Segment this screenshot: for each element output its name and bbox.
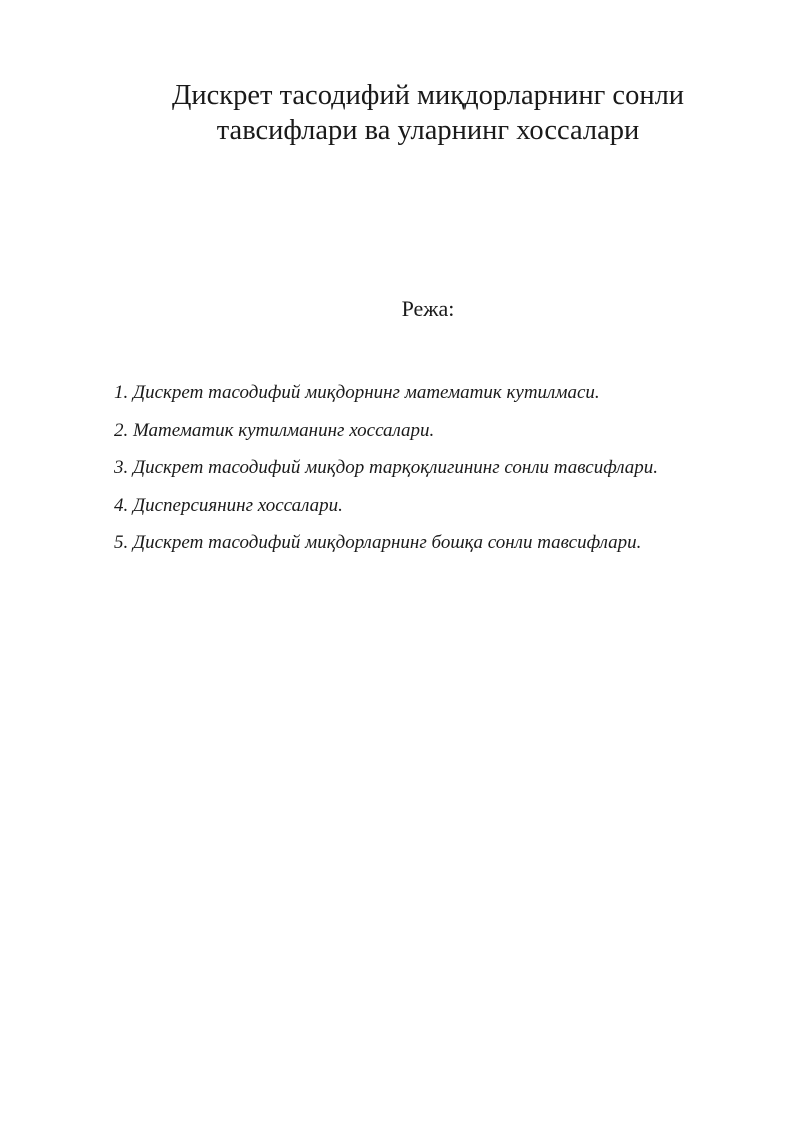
list-item-text: Дискрет тасодифий миқдорнинг математик кутилмаси. bbox=[133, 382, 600, 403]
title-line-1: Дискрет тасодифий миқдорларнинг сонли bbox=[171, 80, 685, 111]
list-item-number: 3. bbox=[114, 457, 129, 478]
list-item-number: 5. bbox=[114, 532, 129, 553]
list-item-number: 1. bbox=[114, 382, 129, 403]
plan-list bbox=[114, 374, 784, 562]
list-item bbox=[114, 487, 784, 525]
list-item bbox=[114, 412, 784, 450]
list-item-text: Дискрет тасодифий миқдорларнинг бошқа сонли тавсифлари. bbox=[133, 532, 642, 553]
list-item bbox=[114, 449, 784, 487]
plan-heading: Режа: bbox=[401, 296, 455, 321]
list-item-text: Дискрет тасодифий миқдор тарқоқлигининг сонли тавсифлари. bbox=[133, 457, 658, 478]
list-item-number: 4. bbox=[114, 494, 129, 516]
list-item-text: Математик кутилманинг хоссалари. bbox=[133, 419, 435, 441]
list-item-number: 2. bbox=[114, 419, 129, 441]
list-item bbox=[114, 524, 784, 562]
list-item bbox=[114, 374, 784, 412]
list-item-text: Дисперсиянинг хоссалари. bbox=[133, 494, 343, 516]
title-line-2: тавсифлари ва уларнинг хоссалари bbox=[216, 115, 640, 146]
document-title bbox=[60, 78, 796, 148]
